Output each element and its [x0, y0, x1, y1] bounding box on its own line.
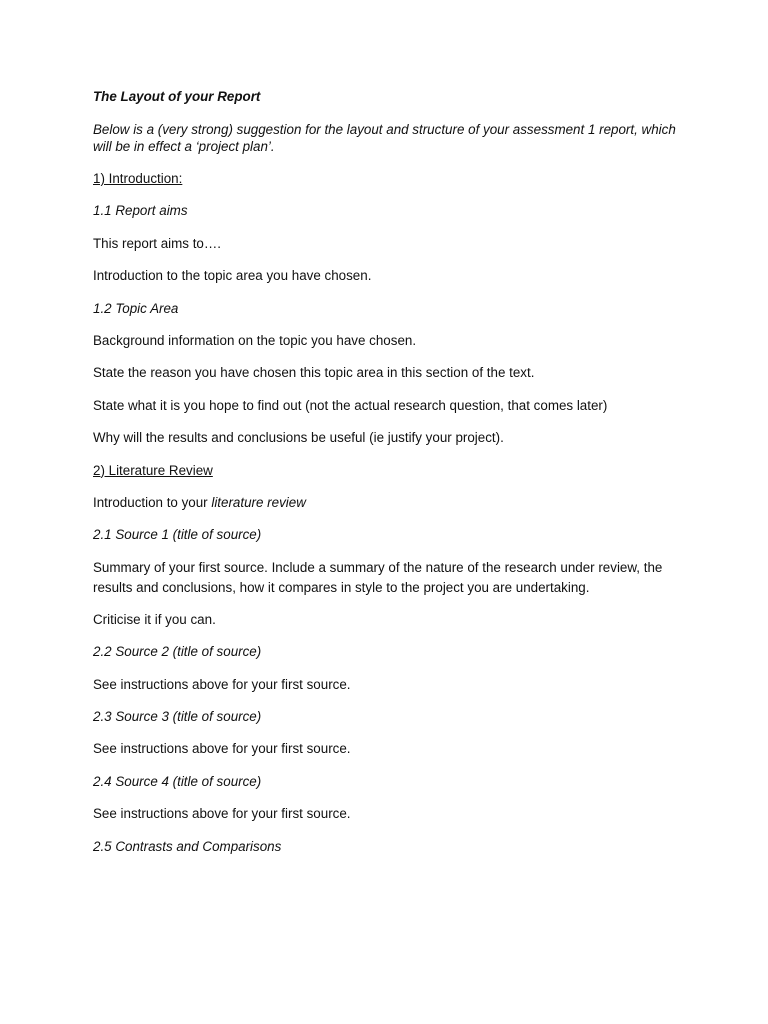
source-2-text: See instructions above for your first source. — [93, 676, 351, 692]
topic-area-line-1: Background information on the topic you have chosen. — [93, 332, 417, 348]
topic-area-line-4: Why will the results and conclusions be useful (ie justify your project). — [93, 430, 504, 446]
report-aims-line-1: This report aims to…. — [93, 235, 221, 251]
literature-review-intro-prefix: Introduction to your — [93, 494, 212, 510]
section-heading-literature-review: 2) Literature Review — [93, 462, 213, 478]
source-1-criticise: Criticise it if you can. — [93, 611, 216, 627]
topic-area-line-2: State the reason you have chosen this topic area in this section of the text. — [93, 365, 535, 381]
intro-paragraph: Below is a (very strong) suggestion for the layout and structure of your assessment 1 report, which will be in effect a ‘project plan’. — [93, 122, 676, 154]
topic-area-line-3: State what it is you hope to find out (not the actual research question, that comes later) — [93, 397, 608, 413]
source-4-text: See instructions above for your first source. — [93, 806, 351, 822]
literature-review-intro — [93, 494, 693, 512]
source-1-summary: Summary of your first source. Include a summary of the nature of the research under review, the results and conclusions, how it compares in style to the project you are undertaking. — [93, 559, 663, 596]
document-title: The Layout of your Report — [93, 89, 261, 104]
report-aims-line-2: Introduction to the topic area you have chosen. — [93, 268, 372, 284]
section-heading-introduction: 1) Introduction: — [93, 171, 183, 186]
subheading-source-2: 2.2 Source 2 (title of source) — [93, 644, 262, 660]
subheading-contrasts-comparisons: 2.5 Contrasts and Comparisons — [93, 838, 282, 854]
literature-review-intro-emphasis: literature review — [211, 494, 306, 510]
subheading-report-aims: 1.1 Report aims — [93, 203, 188, 219]
subheading-source-1: 2.1 Source 1 (title of source) — [93, 527, 262, 543]
subheading-topic-area: 1.2 Topic Area — [93, 300, 179, 316]
source-3-text: See instructions above for your first source. — [93, 741, 351, 757]
subheading-source-4: 2.4 Source 4 (title of source) — [93, 773, 262, 789]
document-page — [93, 88, 693, 870]
subheading-source-3: 2.3 Source 3 (title of source) — [93, 709, 262, 725]
